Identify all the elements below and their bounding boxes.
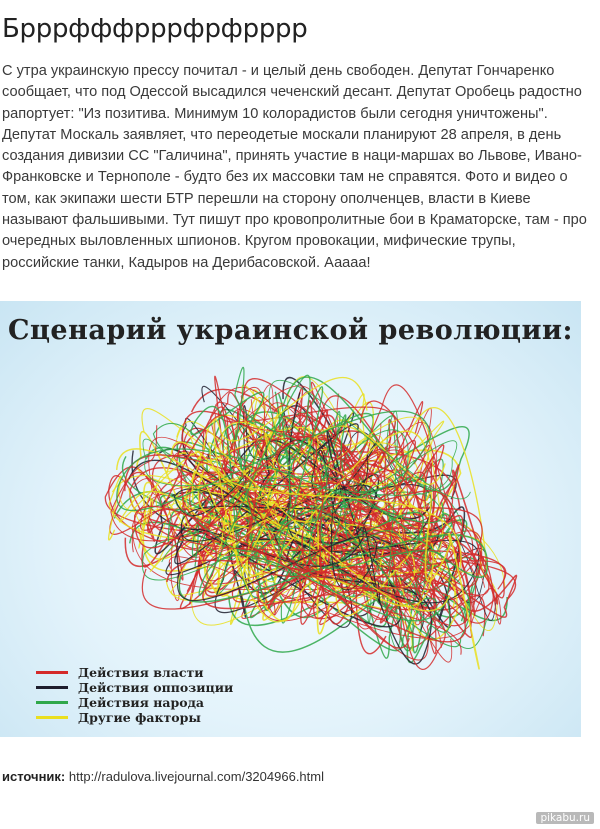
legend-label: Действия оппозиции [78, 680, 234, 695]
legend-label: Действия власти [78, 665, 204, 680]
image-legend [36, 665, 233, 725]
legend-item [36, 710, 233, 725]
image-title: Сценарий украинской революции: [7, 315, 574, 346]
legend-label: Другие факторы [78, 710, 201, 725]
source-line [2, 769, 324, 784]
post-text: С утра украинскую прессу почитал - и целый день свободен. Депутат Гончаренко сообщает, что под Одессой высадился чеченский десант. Депутат Оробець радостно рапортует: "Из позитива. Минимум 10 колорадистов были сегодня уничтожены". Депутат Москаль заявляет, что переодетые москали планируют 28 апреля, в день создания дивизии СС "Галичина", принять участие в наци-маршах во Львове, Ивано-Франковске и Тернополе - будто без их массовки там не справятся. Фото и видео о том, как экипажи шести БТР перешли на сторону ополченцев, власти в Киеве называют фальшивыми. Тут пишут про кровопролитные бои в Краматорске, там - про очередных выловленных шпионов. Кругом провокации, мифические трупы, российские танки, Кадыров на Дерибасовской. Ааааа! [2, 63, 587, 271]
post-image [0, 301, 581, 737]
post-title: Брррфффрррфрфрррр [2, 14, 308, 44]
source-link[interactable]: http://radulova.livejournal.com/3204966.html [68, 769, 324, 784]
legend-item [36, 680, 233, 695]
legend-item [36, 665, 233, 680]
legend-swatch [36, 686, 68, 689]
legend-swatch [36, 671, 68, 674]
legend-item [36, 695, 233, 710]
source-label: источник: [2, 769, 66, 784]
legend-label: Действия народа [78, 695, 204, 710]
legend-swatch [36, 701, 68, 704]
legend-swatch [36, 716, 68, 719]
site-watermark: pikabu.ru [536, 812, 594, 824]
